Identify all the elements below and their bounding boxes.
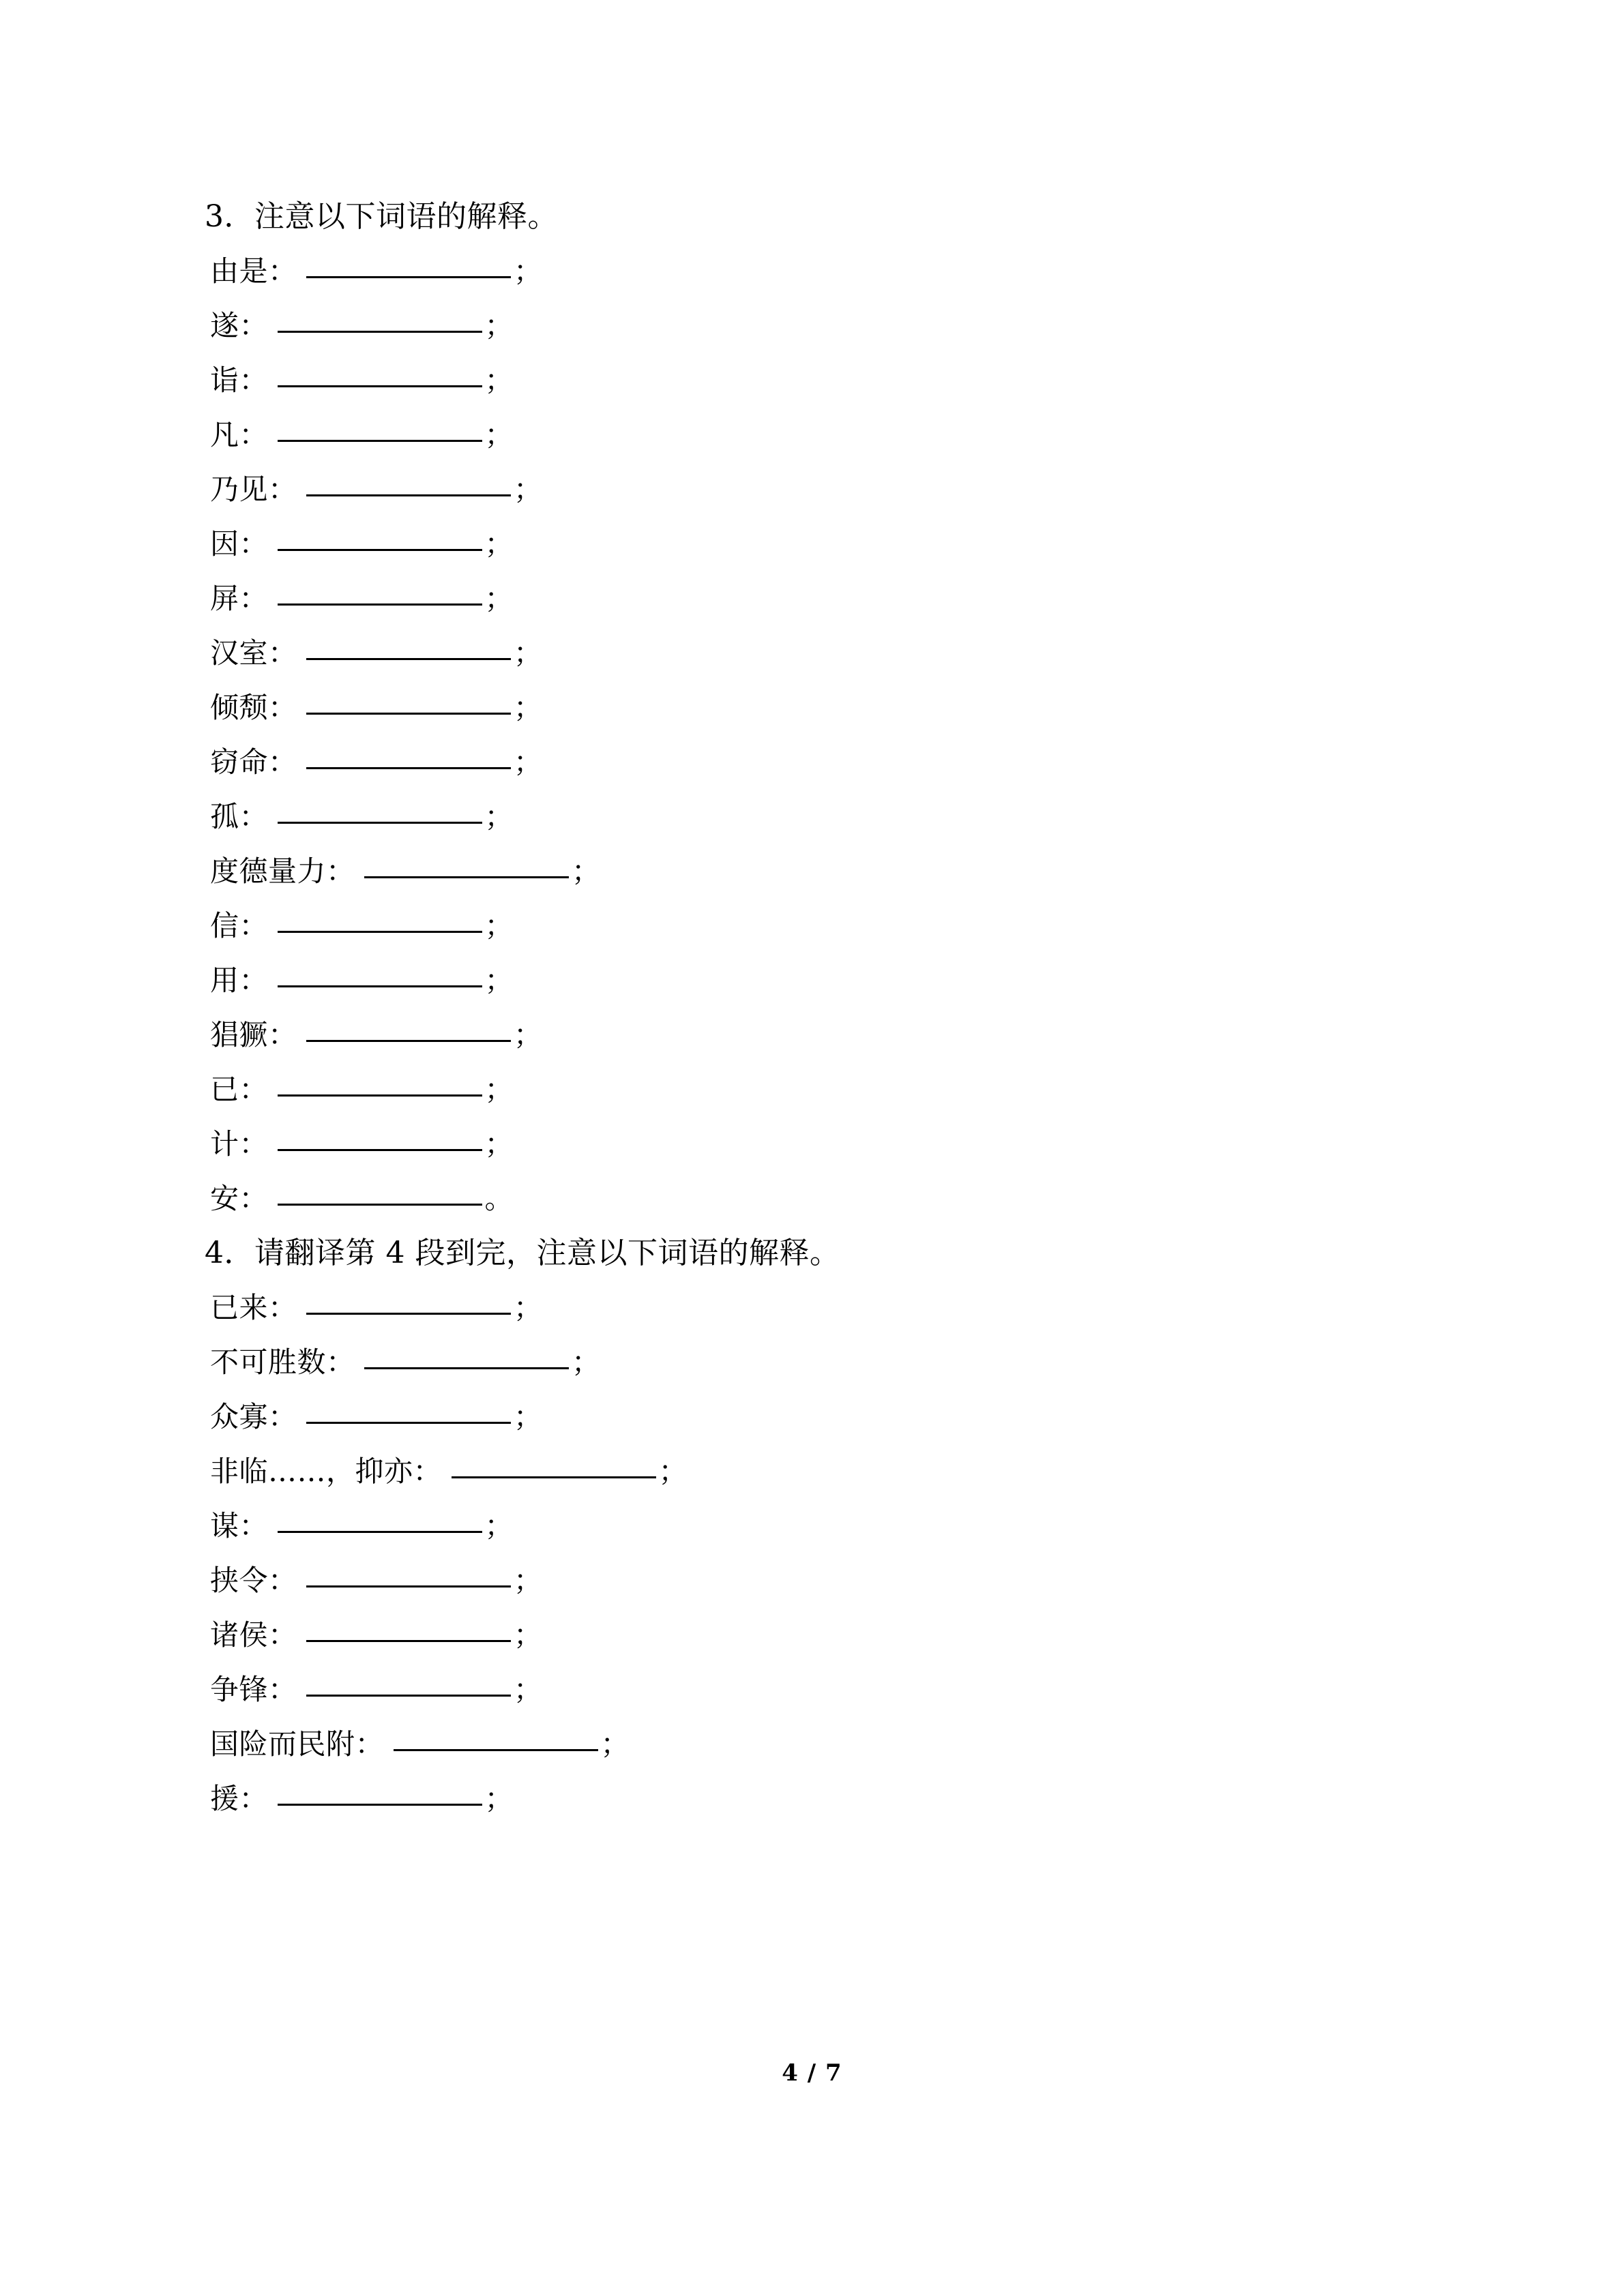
answer-blank[interactable]: [306, 1617, 511, 1642]
vocab-separator: ：: [326, 1345, 355, 1379]
vocab-entry: [205, 1499, 1426, 1553]
vocab-end-punct: ；: [484, 363, 514, 397]
vocab-separator: ：: [413, 1455, 442, 1488]
vocab-entry: [205, 1390, 1426, 1444]
answer-blank[interactable]: [306, 689, 511, 715]
vocab-separator: ：: [239, 1182, 268, 1215]
vocab-end-punct: ；: [514, 1618, 543, 1652]
section-heading-3: 3．注意以下词语的解释。: [205, 199, 558, 234]
answer-blank[interactable]: [306, 1671, 511, 1697]
answer-blank[interactable]: [278, 362, 482, 387]
answer-blank[interactable]: [278, 1071, 482, 1097]
vocab-entry: [205, 1281, 1426, 1335]
vocab-list-section-3: [205, 244, 1426, 1226]
vocab-separator: ：: [268, 1564, 297, 1597]
vocab-entry: [205, 244, 1426, 299]
vocab-term: 因: [210, 527, 239, 561]
vocab-separator: ：: [239, 1127, 268, 1161]
vocab-term: 国险而民附: [210, 1727, 355, 1761]
vocab-term: 挟令: [210, 1564, 269, 1597]
vocab-term: 用: [210, 964, 239, 997]
vocab-entry: [205, 681, 1426, 735]
vocab-term: 凡: [210, 418, 239, 451]
vocab-separator: ：: [326, 854, 355, 888]
section-heading-4: 4．请翻译第 4 段到完，注意以下词语的解释。: [205, 1236, 840, 1270]
vocab-entry: [205, 844, 1426, 899]
vocab-entry: [205, 953, 1426, 1008]
answer-blank[interactable]: [306, 635, 511, 660]
vocab-entry: [205, 299, 1426, 353]
answer-blank[interactable]: [278, 1780, 482, 1806]
answer-blank[interactable]: [306, 1289, 511, 1315]
vocab-entry: [205, 353, 1426, 408]
vocab-term: 谋: [210, 1509, 239, 1542]
vocab-entry: [205, 1772, 1426, 1826]
answer-blank[interactable]: [364, 1344, 569, 1369]
vocab-end-punct: ；: [514, 745, 543, 779]
vocab-end-punct: ；: [484, 527, 514, 561]
vocab-list-section-4: [205, 1281, 1426, 1826]
vocab-entry: [205, 571, 1426, 626]
vocab-end-punct: ；: [658, 1455, 688, 1488]
vocab-separator: ：: [268, 473, 297, 506]
vocab-separator: ：: [268, 1291, 297, 1324]
vocab-separator: ：: [239, 582, 268, 615]
vocab-separator: ：: [268, 1673, 297, 1706]
vocab-entry: [205, 1172, 1426, 1226]
answer-blank[interactable]: [306, 253, 511, 278]
answer-blank[interactable]: [306, 1017, 511, 1042]
vocab-end-punct: ；: [484, 909, 514, 942]
vocab-term: 信: [210, 909, 239, 942]
vocab-separator: ：: [239, 800, 268, 833]
vocab-end-punct: ；: [514, 254, 543, 288]
vocab-entry: [205, 1117, 1426, 1172]
vocab-end-punct: ；: [484, 1127, 514, 1161]
vocab-term: 众寡: [210, 1400, 269, 1433]
vocab-end-punct: ；: [514, 691, 543, 724]
vocab-entry: [205, 899, 1426, 953]
vocab-end-punct: ；: [514, 636, 543, 670]
vocab-entry: [205, 1717, 1426, 1772]
vocab-term: 汉室: [210, 636, 269, 670]
answer-blank[interactable]: [306, 1399, 511, 1424]
vocab-term: 不可胜数: [210, 1345, 327, 1379]
vocab-term: 非临……，抑亦: [210, 1455, 413, 1488]
vocab-separator: ：: [268, 1400, 297, 1433]
vocab-entry: [205, 408, 1426, 462]
vocab-term: 屏: [210, 582, 239, 615]
vocab-end-punct: ；: [484, 582, 514, 615]
vocab-term: 遂: [210, 309, 239, 342]
vocab-separator: ：: [239, 309, 268, 342]
vocab-entry: [205, 517, 1426, 571]
vocab-separator: ：: [239, 418, 268, 451]
vocab-separator: ：: [239, 363, 268, 397]
vocab-end-punct: ；: [514, 1400, 543, 1433]
vocab-entry: [205, 1335, 1426, 1390]
vocab-separator: ：: [355, 1727, 384, 1761]
vocab-end-punct: ；: [484, 1782, 514, 1815]
vocab-term: 已: [210, 1073, 239, 1106]
vocab-term: 诸侯: [210, 1618, 269, 1652]
vocab-end-punct: ；: [514, 1018, 543, 1052]
answer-blank[interactable]: [278, 526, 482, 551]
vocab-separator: ：: [239, 1509, 268, 1542]
vocab-term: 安: [210, 1182, 239, 1215]
answer-blank[interactable]: [306, 471, 511, 496]
vocab-entry: [205, 735, 1426, 790]
vocab-entry: [205, 1008, 1426, 1062]
answer-blank[interactable]: [278, 308, 482, 333]
answer-blank[interactable]: [278, 1126, 482, 1151]
vocab-separator: ：: [268, 745, 297, 779]
page-content: [205, 190, 1426, 1826]
vocab-separator: ：: [239, 1073, 268, 1106]
vocab-entry: [205, 1663, 1426, 1717]
vocab-end-punct: ；: [484, 800, 514, 833]
vocab-end-punct: ；: [572, 854, 601, 888]
answer-blank[interactable]: [278, 1180, 482, 1206]
vocab-end-punct: ；: [514, 1291, 543, 1324]
vocab-term: 孤: [210, 800, 239, 833]
vocab-end-punct: ；: [484, 964, 514, 997]
answer-blank[interactable]: [278, 799, 482, 824]
vocab-end-punct: ；: [484, 418, 514, 451]
vocab-term: 争锋: [210, 1673, 269, 1706]
answer-blank[interactable]: [278, 962, 482, 987]
vocab-separator: ：: [239, 964, 268, 997]
vocab-term: 计: [210, 1127, 239, 1161]
vocab-entry: [205, 1608, 1426, 1663]
vocab-separator: ：: [268, 691, 297, 724]
vocab-end-punct: 。: [484, 1182, 514, 1215]
answer-blank[interactable]: [278, 908, 482, 933]
vocab-end-punct: ；: [600, 1727, 630, 1761]
vocab-entry: [205, 626, 1426, 681]
answer-blank[interactable]: [394, 1726, 598, 1751]
vocab-term: 乃见: [210, 473, 269, 506]
vocab-term: 窃命: [210, 745, 269, 779]
answer-blank[interactable]: [306, 1562, 511, 1587]
vocab-end-punct: ；: [514, 1564, 543, 1597]
vocab-separator: ：: [239, 1782, 268, 1815]
vocab-end-punct: ；: [484, 1073, 514, 1106]
vocab-entry: [205, 1444, 1426, 1499]
vocab-separator: ：: [268, 636, 297, 670]
vocab-end-punct: ；: [484, 1509, 514, 1542]
vocab-term: 已来: [210, 1291, 269, 1324]
vocab-end-punct: ；: [572, 1345, 601, 1379]
vocab-term: 援: [210, 1782, 239, 1815]
vocab-entry: [205, 1553, 1426, 1608]
answer-blank[interactable]: [306, 744, 511, 769]
vocab-separator: ：: [268, 1018, 297, 1052]
vocab-term: 诣: [210, 363, 239, 397]
vocab-end-punct: ；: [514, 1673, 543, 1706]
vocab-end-punct: ；: [484, 309, 514, 342]
answer-blank[interactable]: [452, 1453, 656, 1478]
vocab-separator: ：: [268, 254, 297, 288]
vocab-term: 倾颓: [210, 691, 269, 724]
vocab-entry: [205, 790, 1426, 844]
vocab-entry: [205, 1062, 1426, 1117]
page-number-footer: 4 / 7: [782, 2059, 842, 2087]
vocab-term: 由是: [210, 254, 269, 288]
answer-blank[interactable]: [278, 1508, 482, 1533]
answer-blank[interactable]: [364, 853, 569, 878]
vocab-separator: ：: [239, 527, 268, 561]
vocab-entry: [205, 462, 1426, 517]
vocab-term: 猖獗: [210, 1018, 269, 1052]
answer-blank[interactable]: [278, 417, 482, 442]
answer-blank[interactable]: [278, 580, 482, 606]
vocab-separator: ：: [268, 1618, 297, 1652]
vocab-term: 度德量力: [210, 854, 327, 888]
vocab-end-punct: ；: [514, 473, 543, 506]
vocab-separator: ：: [239, 909, 268, 942]
